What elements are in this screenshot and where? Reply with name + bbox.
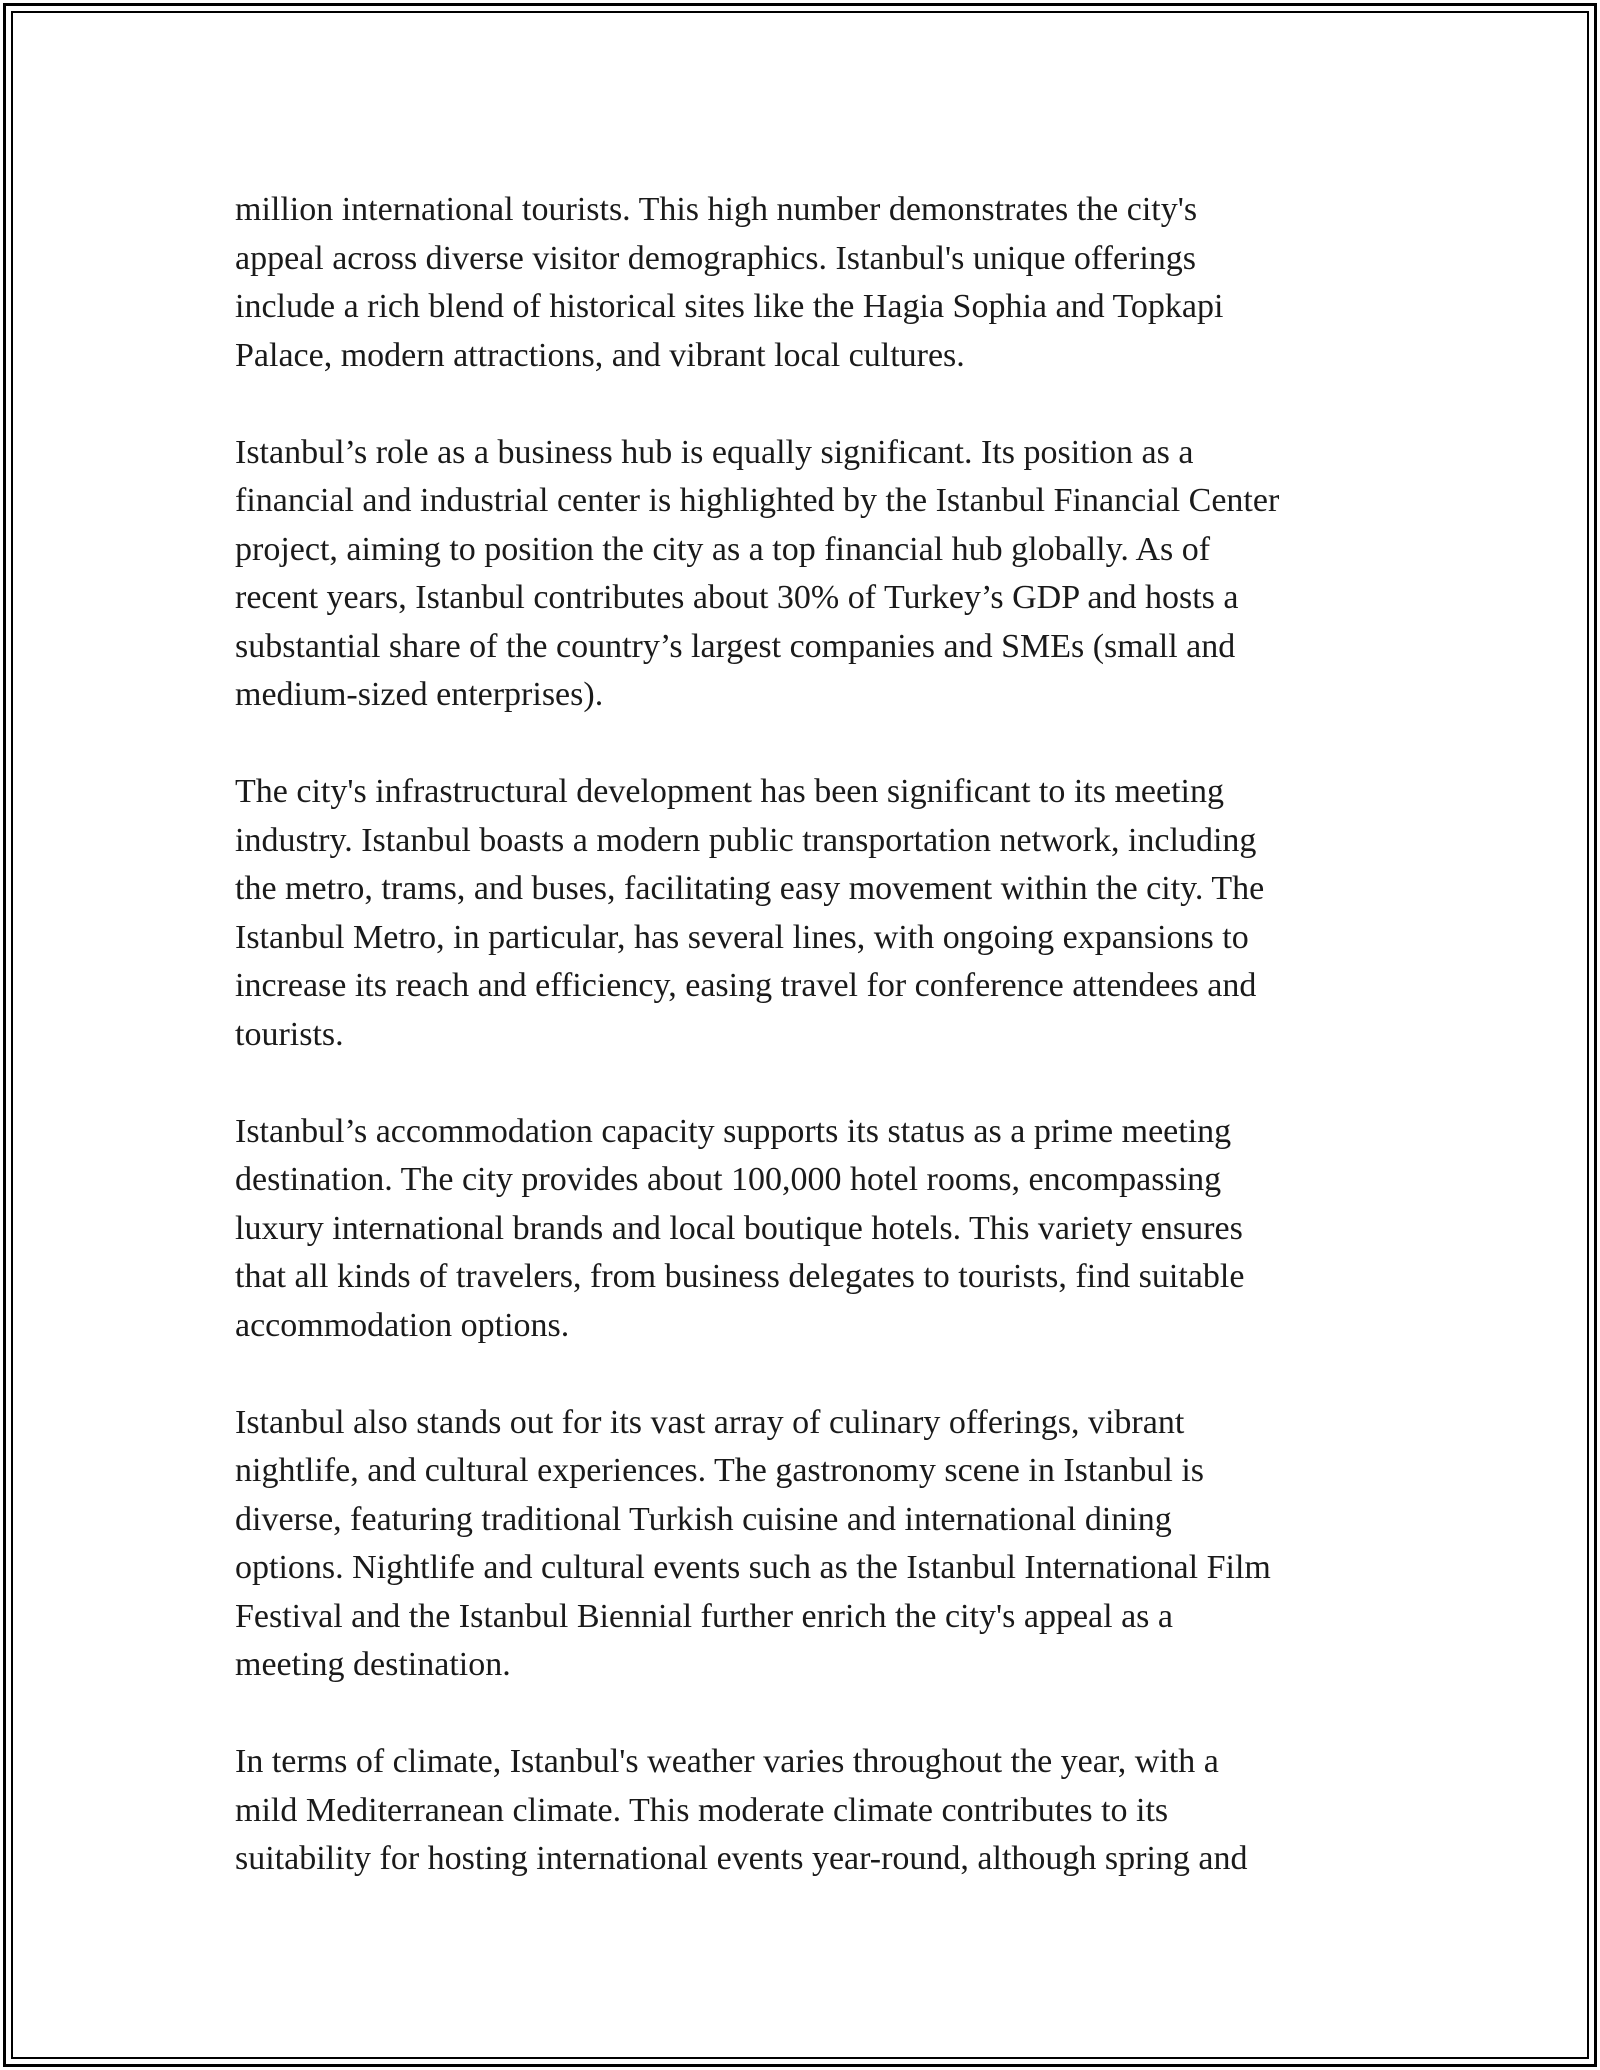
- text-line: destination. The city provides about 100,000 hotel rooms, encompassing: [235, 1161, 1222, 1198]
- text-line: suitability for hosting international events year-round, although spring and: [235, 1840, 1248, 1877]
- text-line: industry. Istanbul boasts a modern public transportation network, including: [235, 821, 1257, 859]
- text-line: luxury international brands and local boutique hotels. This variety ensures: [235, 1209, 1243, 1247]
- text-line: The city's infrastructural development has been significant to its meeting: [235, 773, 1225, 810]
- paragraph-tourism: [235, 186, 1385, 380]
- text-line: Festival and the Istanbul Biennial further enrich the city's appeal as a: [235, 1597, 1173, 1635]
- text-line: Palace, modern attractions, and vibrant local cultures.: [235, 336, 965, 374]
- text-line: the metro, trams, and buses, facilitating easy movement within the city. The: [235, 870, 1265, 907]
- text-line: meeting destination.: [235, 1646, 511, 1683]
- text-line: In terms of climate, Istanbul's weather varies throughout the year, with a: [235, 1743, 1219, 1780]
- text-line: options. Nightlife and cultural events such as the Istanbul International Film: [235, 1549, 1271, 1586]
- text-line: Istanbul’s accommodation capacity supports its status as a prime meeting: [235, 1112, 1232, 1150]
- text-line: mild Mediterranean climate. This moderate climate contributes to its: [235, 1791, 1169, 1829]
- text-line: accommodation options.: [235, 1306, 570, 1344]
- paragraph-climate: [235, 1738, 1385, 1884]
- text-line: nightlife, and cultural experiences. The gastronomy scene in Istanbul is: [235, 1452, 1205, 1489]
- document-body: [235, 186, 1385, 1932]
- text-line: tourists.: [235, 1015, 344, 1053]
- text-line: substantial share of the country’s largest companies and SMEs (small and: [235, 627, 1236, 665]
- text-line: million international tourists. This high number demonstrates the city's: [235, 191, 1198, 228]
- text-line: appeal across diverse visitor demographics. Istanbul's unique offerings: [235, 239, 1197, 277]
- text-line: medium-sized enterprises).: [235, 676, 604, 713]
- text-line: increase its reach and efficiency, easing travel for conference attendees and: [235, 967, 1257, 1004]
- text-line: that all kinds of travelers, from business delegates to tourists, find suitable: [235, 1258, 1245, 1295]
- text-line: financial and industrial center is highlighted by the Istanbul Financial Center: [235, 482, 1280, 519]
- text-line: include a rich blend of historical sites like the Hagia Sophia and Topkapi: [235, 288, 1224, 325]
- paragraph-accommodation: [235, 1108, 1385, 1351]
- text-line: Istanbul Metro, in particular, has several lines, with ongoing expansions to: [235, 918, 1249, 956]
- text-line: Istanbul’s role as a business hub is equally significant. Its position as a: [235, 433, 1194, 471]
- text-line: recent years, Istanbul contributes about 30% of Turkey’s GDP and hosts a: [235, 579, 1239, 616]
- text-line: diverse, featuring traditional Turkish cuisine and international dining: [235, 1500, 1172, 1538]
- paragraph-culinary-culture: [235, 1399, 1385, 1690]
- text-line: Istanbul also stands out for its vast array of culinary offerings, vibrant: [235, 1403, 1185, 1441]
- text-line: project, aiming to position the city as a top financial hub globally. As of: [235, 530, 1211, 568]
- paragraph-business-hub: [235, 429, 1385, 720]
- paragraph-infrastructure: [235, 768, 1385, 1059]
